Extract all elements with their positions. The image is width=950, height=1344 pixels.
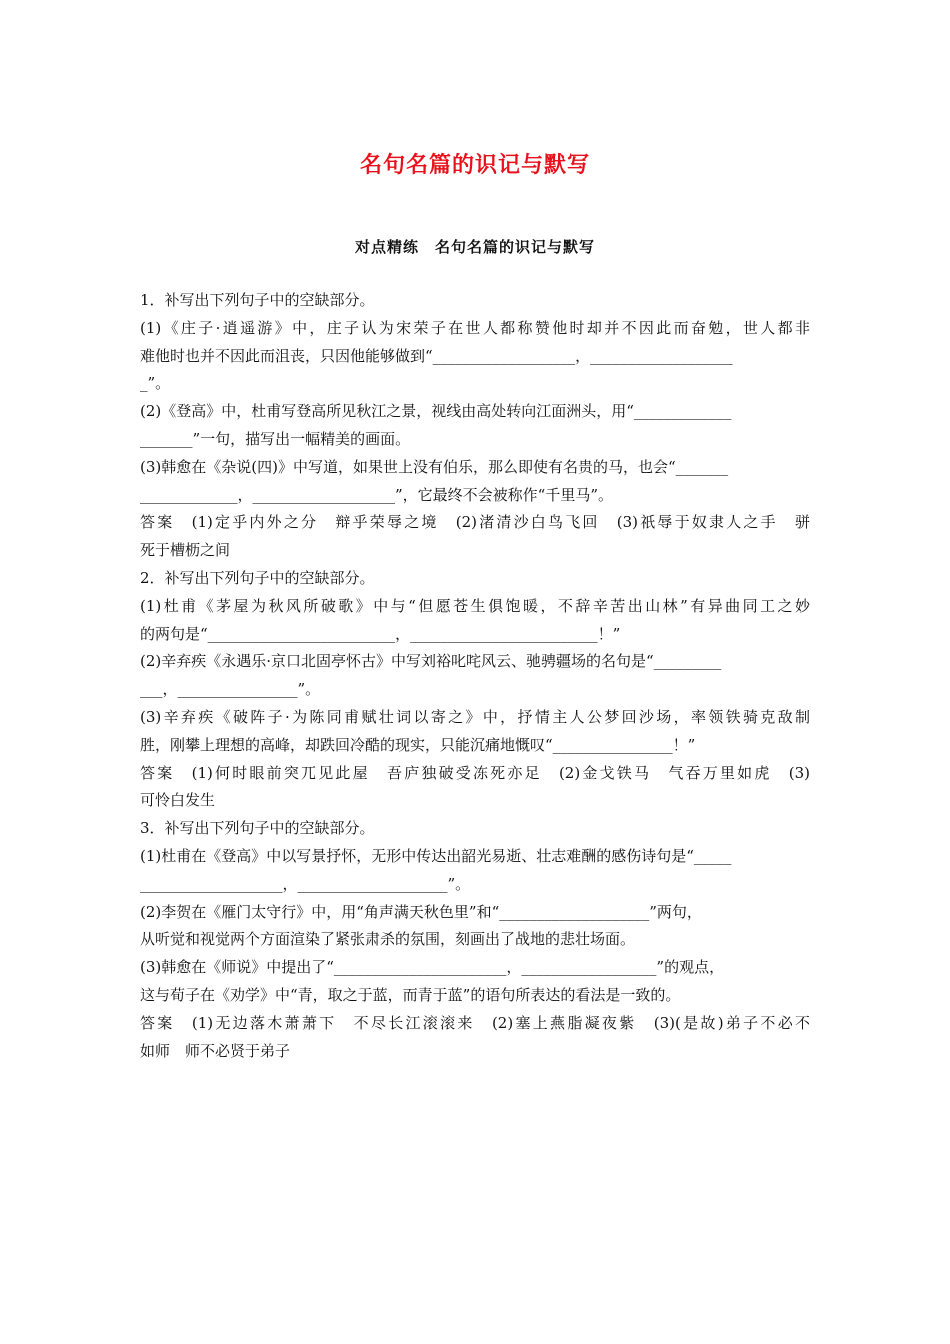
text-line: _______”一句，描写出一幅精美的画面。 (140, 429, 411, 448)
text-line: _”。 (140, 374, 171, 393)
text-line: 可怜白发生 (140, 791, 216, 810)
section-subtitle: 对点精练 名句名篇的识记与默写 (354, 238, 595, 256)
text-line: 从听觉和视觉两个方面渲染了紧张肃杀的氛围，刻画出了战地的悲壮场面。 (140, 930, 636, 949)
text-line: ___，________________”。 (140, 680, 321, 699)
text-line: 答案 (1)定乎内外之分 辩乎荣辱之境 (2)渚清沙白鸟飞回 (3)祇辱于奴隶人之手 骈 (140, 513, 810, 532)
text-line: (2)李贺在《雁门太守行》中，用“角声满天秋色里”和“____________________”两句， (140, 902, 702, 921)
text-line: 答案 (1)何时眼前突兀见此屋 吾庐独破受冻死亦足 (2)金戈铁马 气吞万里如虎 (3) (140, 763, 810, 782)
text-line: (3)韩愈在《师说》中提出了“_______________________，__________________”的观点， (140, 958, 725, 977)
text-line: 答案 (1)无边落木萧萧下 不尽长江滚滚来 (2)塞上燕脂凝夜紫 (3)(是故)弟子不必不 (140, 1013, 810, 1032)
text-line: 死于槽枥之间 (140, 541, 231, 560)
text-line: (1)《庄子·逍遥游》中，庄子认为宋荣子在世人都称赞他时却并不因此而奋勉，世人都非 (140, 318, 810, 337)
page-title: 名句名篇的识记与默写 (359, 153, 590, 178)
text-line: 2．补写出下列句子中的空缺部分。 (140, 568, 375, 587)
text-line: (3)韩愈在《杂说(四)》中写道，如果世上没有伯乐，那么即使有名贵的马，也会“_______ (140, 457, 729, 476)
text-line: 1．补写出下列句子中的空缺部分。 (140, 291, 375, 309)
text-line: 3．补写出下列句子中的空缺部分。 (140, 819, 375, 838)
text-line: 这与荀子在《劝学》中“青，取之于蓝，而青于蓝”的语句所表达的看法是一致的。 (140, 985, 681, 1004)
text-line: 胜，刚攀上理想的高峰，却跌回冷酷的现实，只能沉痛地慨叹“________________！” (140, 735, 696, 754)
text-line: (1)杜甫在《登高》中以写景抒怀，无形中传达出韶光易逝、壮志难酬的感伤诗句是“_____ (140, 846, 732, 865)
text-line: 如师 师不必贤于弟子 (140, 1041, 291, 1060)
text-line: (2)辛弃疾《永遇乐·京口北固亭怀古》中写刘裕叱咤风云、驰骋疆场的名句是“_________ (140, 652, 722, 671)
text-line: _____________，___________________”，它最终不会被称作“千里马”。 (140, 485, 614, 504)
text-line: (2)《登高》中，杜甫写登高所见秋江之景，视线由高处转向江面洲头，用“_____________ (140, 402, 732, 421)
document-body (140, 287, 810, 1065)
text-line: ___________________，____________________”。 (140, 874, 471, 893)
text-line: (1)杜甫《茅屋为秋风所破歌》中与“但愿苍生俱饱暖，不辞辛苦出山林”有异曲同工之妙 (140, 596, 810, 615)
text-line: (3)辛弃疾《破阵子·为陈同甫赋壮词以寄之》中，抒情主人公梦回沙场，率领铁骑克敌制 (140, 707, 810, 726)
text-line: 难他时也并不因此而沮丧，只因他能够做到“___________________，___________________ (140, 346, 733, 365)
text-line: 的两句是“_________________________，_________________________！” (140, 624, 621, 643)
